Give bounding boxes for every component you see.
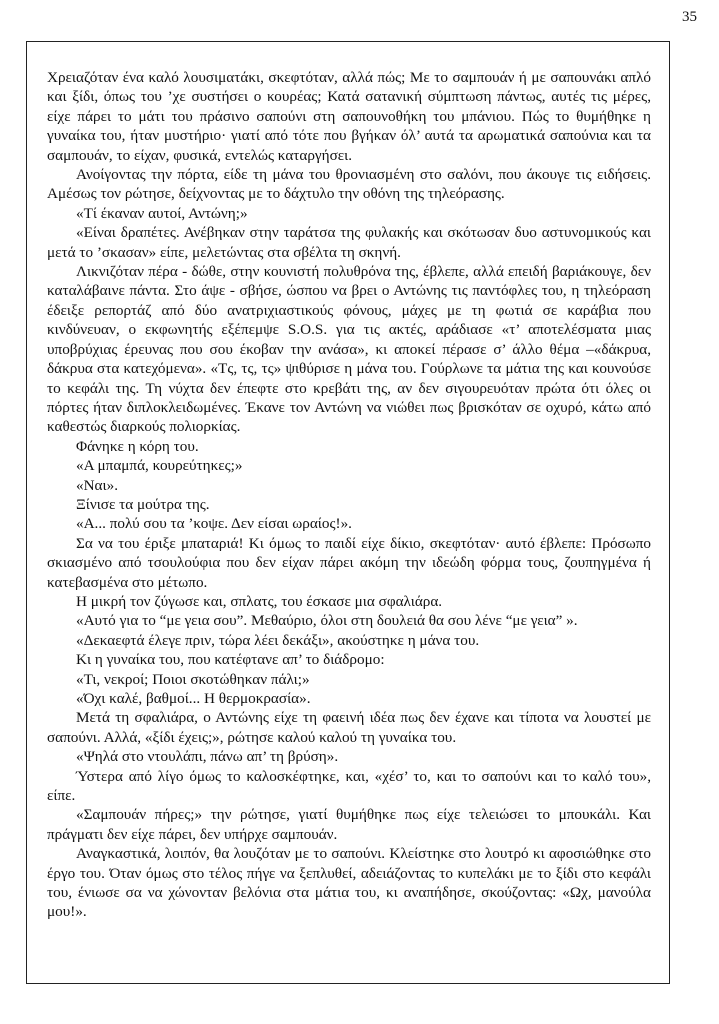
paragraph: Η μικρή τον ζύγωσε και, σπλατς, του έσκασε μια σφαλιάρα.: [76, 592, 443, 610]
paragraph: Ύστερα από λίγο όμως το καλοσκέφτηκε, και, «χέσ’ το, και το σαπούνι και το καλό του», είπε.: [47, 767, 651, 805]
paragraph: Χρειαζόταν ένα καλό λουσιματάκι, σκεφτόταν, αλλά πώς; Με το σαμπουάν ή με σαπουνάκι απλό και ξίδι, όπως του ’χε συστήσει ο κουρέας; Κατά σατανική σύμπτωση πάντως, αυτές τις μέρες, είχε πάρει το μάτι του πράσινο σαπούνι στη σαπουνοθήκη του μπάνιου. Πώς το θυμήθηκε η γυναίκα του, ήταν μυστήριο· γιατί από τότε που βγήκαν όλ’ αυτά τα αρωματικά σαπούνια και τα σαμπουάν, το είχαν, φυσικά, εντελώς καταργήσει.: [47, 69, 651, 164]
paragraph: «Α μπαμπά, κουρεύτηκες;»: [76, 457, 243, 475]
paragraph: Αναγκαστικά, λοιπόν, θα λουζόταν με το σαπούνι. Κλείστηκε στο λουτρό κι αφοσιώθηκε στο έργο του. Όταν όμως στο τέλος πήγε να ξεπλυθεί, αδειάζοντας το κυπελάκι με το ξίδι στο κεφάλι του, ένιωσε σα να χώνονταν βελόνια στα μάτια του, κι αναπήδησε, σκούζοντας: «Ωχ, μανούλα μου!».: [47, 845, 651, 921]
paragraph: «Τί έκαναν αυτοί, Αντώνη;»: [76, 204, 248, 222]
paragraph: Φάνηκε η κόρη του.: [76, 437, 199, 455]
paragraph: «Όχι καλέ, βαθμοί... Η θερμοκρασία».: [76, 690, 311, 707]
page-number: 35: [682, 9, 697, 25]
paragraph: «Ψηλά στο ντουλάπι, πάνω απ’ τη βρύση».: [76, 748, 339, 766]
paragraph: Σα να του έριξε μπαταριά! Κι όμως το παιδί είχε δίκιο, σκεφτόταν· αυτό έβλεπε: Πρόσωπο σκιασμένο από τσουλούφια που δεν είχαν πάρει ακόμη την ιδεώδη φόρμα τους, ζουπηγμένα ή κατεβασμένα στο μέτωπο.: [47, 534, 651, 591]
paragraph: «Αυτό για το “με γεια σου”. Μεθαύριο, όλοι στη δουλειά θα σου λένε “με γεια” ».: [76, 612, 578, 630]
body-text: [47, 68, 651, 922]
paragraph: «Τι, νεκροί; Ποιοι σκοτώθηκαν πάλι;»: [76, 670, 310, 688]
paragraph: «Δεκαεφτά έλεγε πριν, τώρα λέει δεκάξι», ακούστηκε η μάνα του.: [76, 631, 480, 649]
paragraph: «Ναι».: [76, 476, 118, 494]
paragraph: «Σαμπουάν πήρες;» την ρώτησε, γιατί θυμήθηκε πως είχε τελειώσει το μπουκάλι. Και πράγματι δεν είχε πάρει, δεν υπήρχε σαμπουάν.: [47, 806, 651, 843]
paragraph: Μετά τη σφαλιάρα, ο Αντώνης είχε τη φαεινή ιδέα πως δεν έχανε και τίποτα να λουστεί με σαπούνι. Αλλά, «ξίδι έχεις;», ρώτησε καλού καλού τη γυναίκα του.: [47, 709, 651, 746]
paragraph: Ανοίγοντας την πόρτα, είδε τη μάνα του θρονιασμένη στο σαλόνι, που άκουγε τις ειδήσεις. Αμέσως τον ρώτησε, δείχνοντας με το δάχτυλο την οθόνη της τηλεόρασης.: [47, 166, 651, 203]
paragraph: Ξίνισε τα μούτρα της.: [76, 495, 210, 513]
paragraph: Κι η γυναίκα του, που κατέφτανε απ’ το διάδρομο:: [76, 651, 385, 669]
paragraph: «Είναι δραπέτες. Ανέβηκαν στην ταράτσα της φυλακής και σκότωσαν δυο αστυνομικούς και μετά το ’σκασαν» είπε, μελετώντας στα σβέλτα τη σκηνή.: [47, 224, 651, 261]
paragraph: Λικνιζόταν πέρα - δώθε, στην κουνιστή πολυθρόνα της, έβλεπε, αλλά επειδή βαριάκουγε, δεν καταλάβαινε πάντα. Στο άψε - σβήσε, ώσπου να βρει ο Αντώνης τις παντόφλες του, η τηλεόραση έδειξε ρεπορτάζ από δύο ανατριχιαστικούς φόνους, μάχες με τη φωτιά σε καράβια που κινδύνευαν, ο εκφωνητής εξέπεμψε S.O.S. για τις ακτές, αράδιασε «τ’ αποτελέσματα μιας υποβρύχιας έρευνας που σου έκοβαν την ανάσα», κι αποκεί πέρασε σ’ άλλο θέμα –«δάκρυα, δάκρυα στα κατεχόμενα». «Τς, τς, τς» ψιθύρισε η μάνα του. Γούρλωνε τα μάτια της και κουνούσε το κεφάλι της. Τη νύχτα δεν έπεφτε στο κρεβάτι της, αν δεν σιγουρευόταν πρώτα ότι όλες οι πόρτες ήταν διπλοκλειδωμένες. Έκανε τον Αντώνη να νιώθει πως βρισκόταν σε οχυρό, κάτω από καθεστώς διαρκούς πολιορκίας.: [47, 263, 651, 436]
paragraph: «Α... πολύ σου τα ’κοψε. Δεν είσαι ωραίος!».: [76, 515, 352, 533]
